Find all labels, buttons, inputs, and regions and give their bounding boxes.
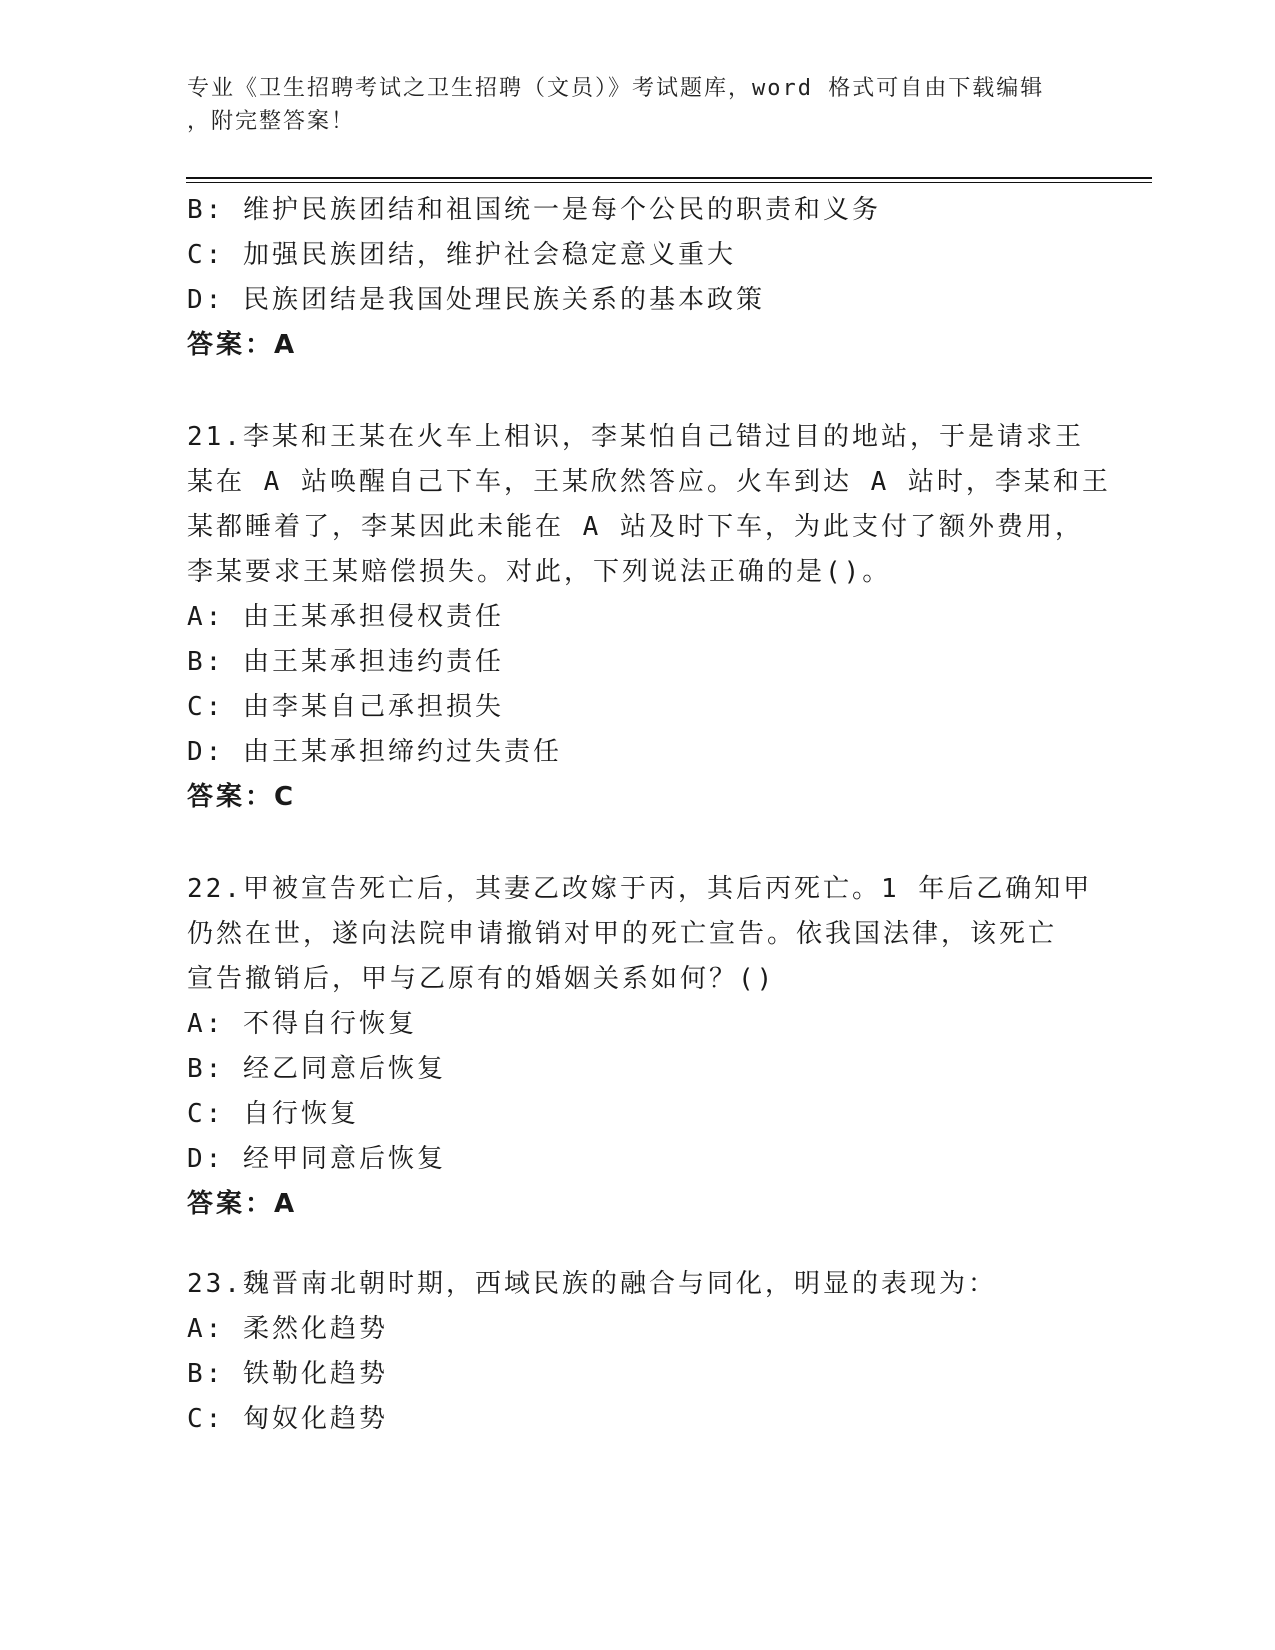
option-d: D: 民族团结是我国处理民族关系的基本政策 [187,285,765,315]
option-c: C: 加强民族团结，维护社会稳定意义重大 [187,240,736,270]
question-20 [187,188,1087,368]
answer-line: 答案：A [187,330,298,360]
option-a: A: 柔然化趋势 [187,1314,388,1344]
header-line-2: ，附完整答案！ [187,109,356,134]
header-rule-thick [186,177,1152,179]
option-c: C: 由李某自己承担损失 [187,692,504,722]
question-stem-line: 23.魏晋南北朝时期，西域民族的融合与同化，明显的表现为： [187,1269,997,1299]
option-b: B: 铁勒化趋势 [187,1359,388,1389]
answer-line: 答案：C [187,782,297,812]
question-stem-line: 仍然在世，遂向法院申请撤销对甲的死亡宣告。依我国法律，该死亡 [187,919,1058,949]
option-b: B: 经乙同意后恢复 [187,1054,446,1084]
question-23 [187,1262,1087,1442]
question-stem-line: 某在 A 站唤醒自己下车，王某欣然答应。火车到达 A 站时，李某和王 [187,467,1111,497]
question-stem-line: 21.李某和王某在火车上相识，李某怕自己错过目的地站，于是请求王 [187,422,1084,452]
spacer [187,820,1087,867]
option-c: C: 自行恢复 [187,1099,359,1129]
header-line-1: 专业《卫生招聘考试之卫生招聘（文员）》考试题库，word 格式可自由下载编辑 [187,76,1045,101]
option-b: B: 由王某承担违约责任 [187,647,504,677]
option-d: D: 经甲同意后恢复 [187,1144,446,1174]
header-rule-thin [186,182,1152,183]
question-list [187,188,1111,1442]
option-b: B: 维护民族团结和祖国统一是每个公民的职责和义务 [187,195,881,225]
question-stem-line: 22.甲被宣告死亡后，其妻乙改嫁于丙，其后丙死亡。1 年后乙确知甲 [187,874,1093,904]
document-header [187,72,1087,138]
question-21 [187,415,1111,820]
option-c: C: 匈奴化趋势 [187,1404,388,1434]
question-stem-line: 宣告撤销后，甲与乙原有的婚姻关系如何？() [187,964,776,994]
question-stem-line: 李某要求王某赔偿损失。对此，下列说法正确的是()。 [187,557,892,587]
spacer [187,368,1087,415]
option-d: D: 由王某承担缔约过失责任 [187,737,562,767]
spacer [187,1227,1087,1262]
answer-line: 答案：A [187,1189,298,1219]
option-a: A: 不得自行恢复 [187,1009,417,1039]
question-22 [187,867,1093,1227]
option-a: A: 由王某承担侵权责任 [187,602,504,632]
question-stem-line: 某都睡着了，李某因此未能在 A 站及时下车，为此支付了额外费用， [187,512,1084,542]
